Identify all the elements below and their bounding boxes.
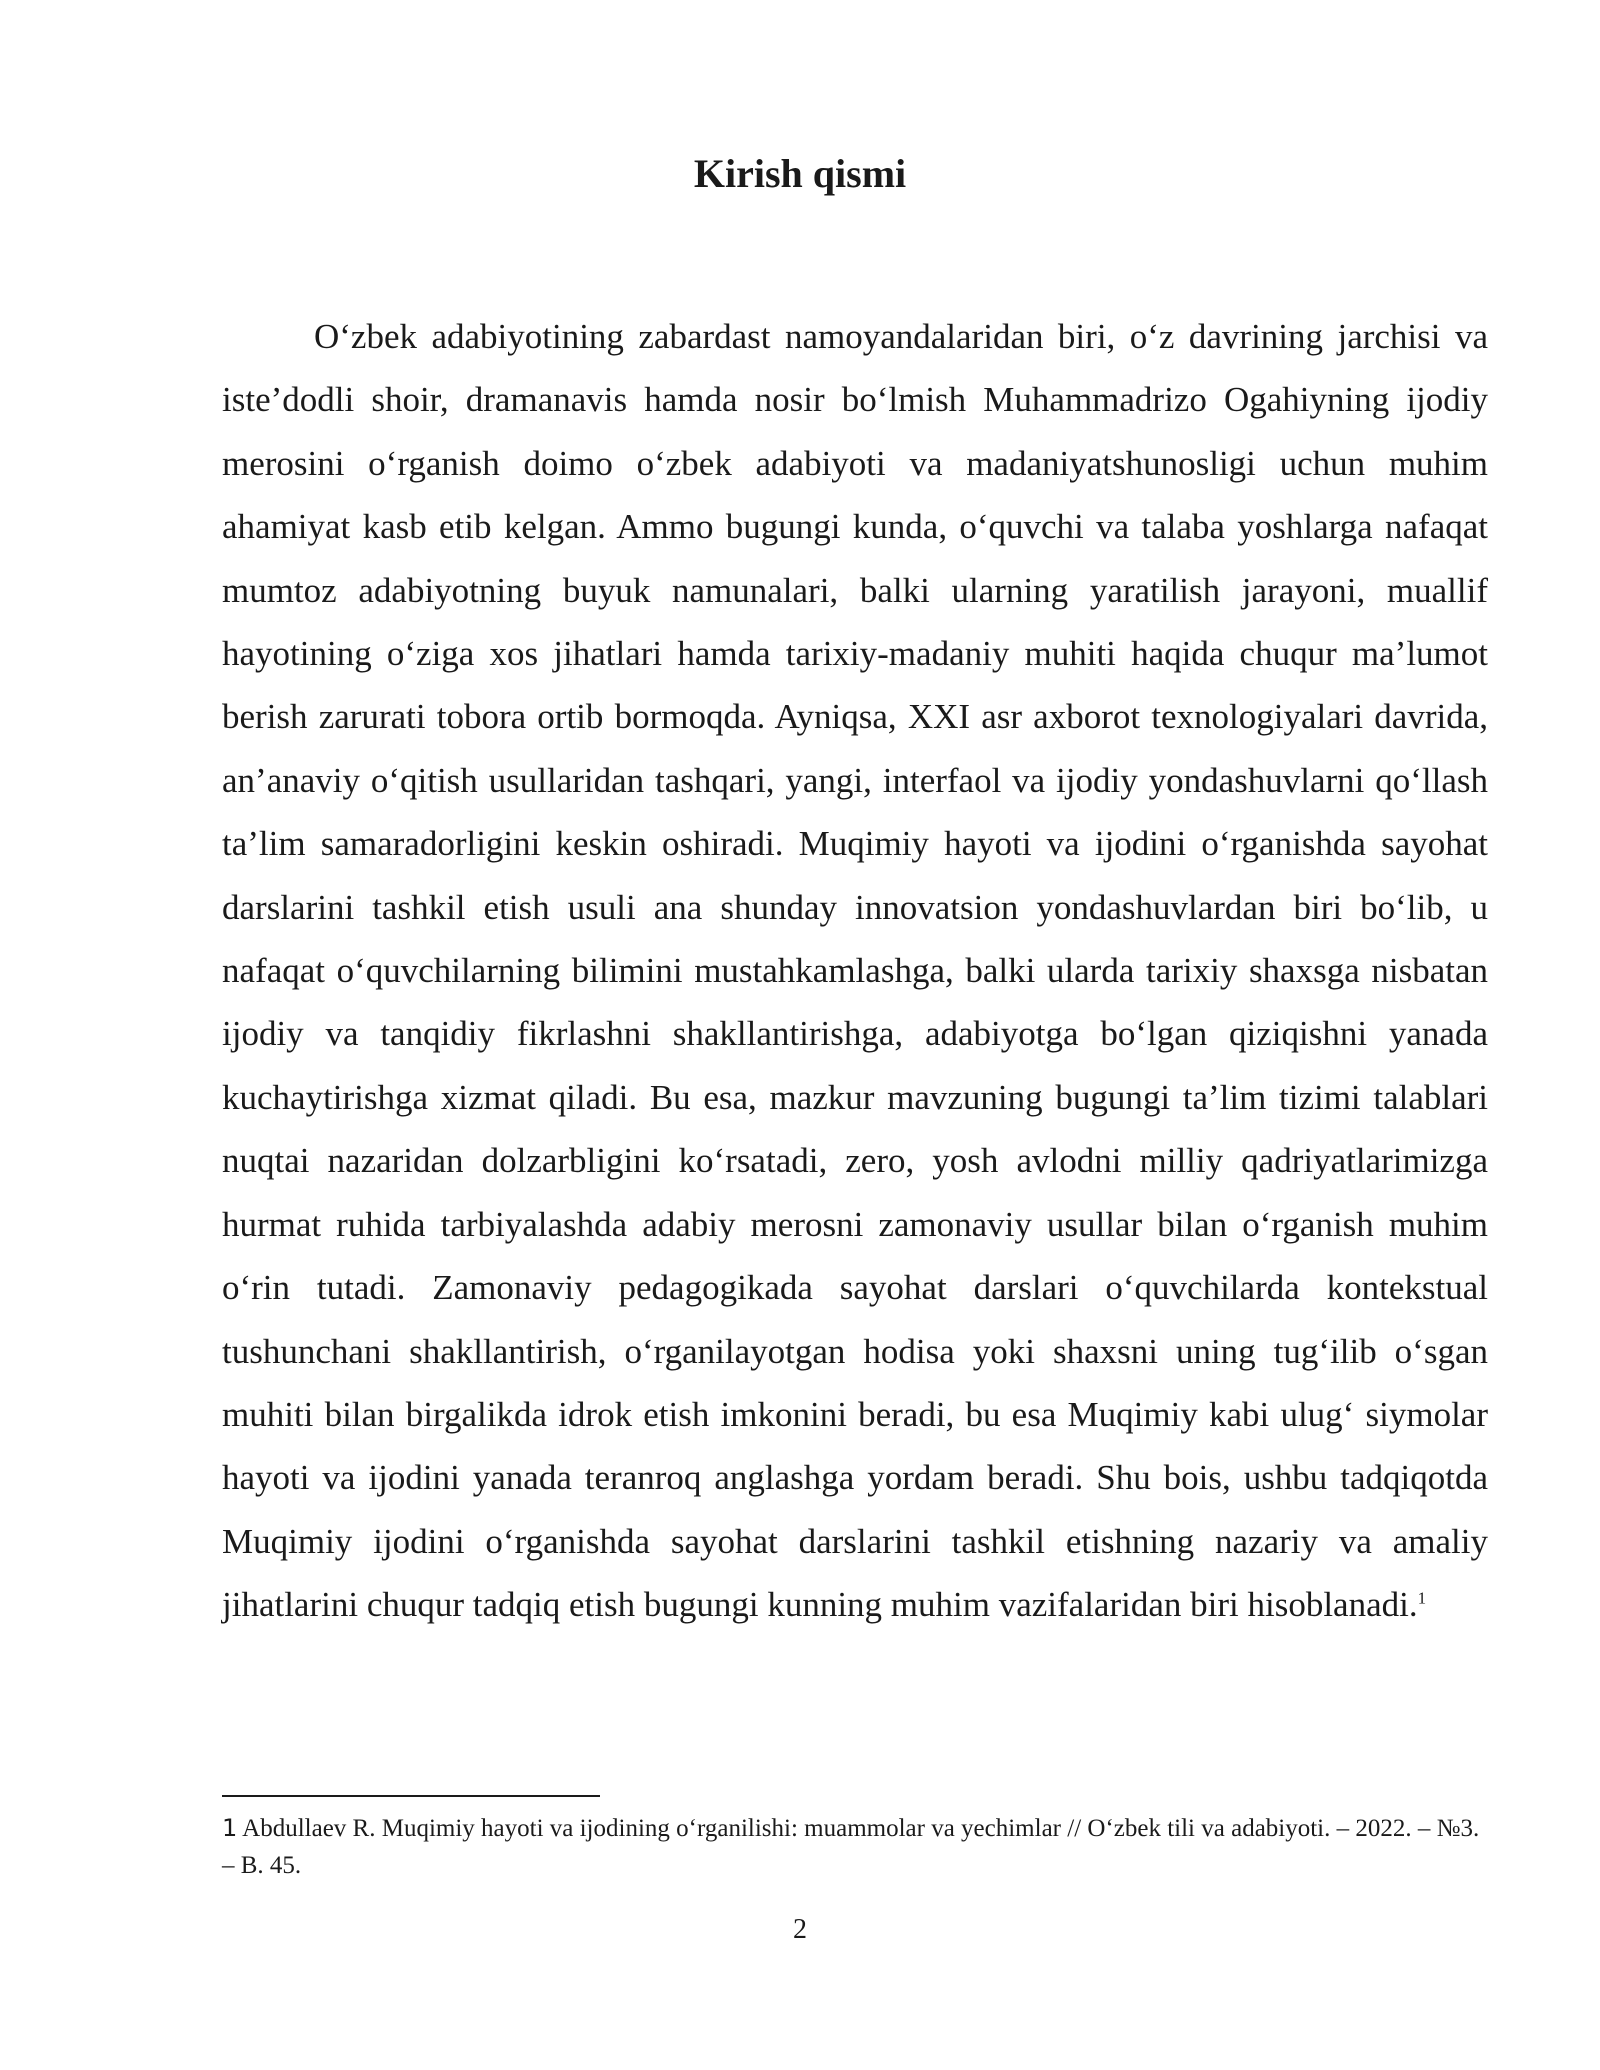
intro-paragraph <box>222 305 1488 1637</box>
footnote-number: 1 <box>222 1814 238 1842</box>
footnote-separator <box>222 1795 600 1797</box>
section-title: Kirish qismi <box>693 151 907 196</box>
footnote-text: Abdullaev R. Muqimiy hayoti va ijodining o‘rganilishi: muammolar va yechimlar // O‘zbek tili va adabiyoti. – 2022. – №3. – B. 45. <box>222 1815 1480 1879</box>
footnote <box>222 1810 1488 1884</box>
footnote-reference[interactable]: 1 <box>1417 1588 1427 1608</box>
page-number: 2 <box>793 1914 807 1945</box>
paragraph-text: O‘zbek adabiyotining zabardast namoyandalaridan biri, o‘z davrining jarchisi va iste’dodli shoir, dramanavis hamda nosir bo‘lmish Muhammadrizo Ogahiyning ijodiy merosini o‘rganish doimo o‘zbek adabiyoti va madaniyatshunosligi uchun muhim ahamiyat kasb etib kelgan. Ammo bugungi kunda, o‘quvchi va talaba yoshlarga nafaqat mumtoz adabiyotning buyuk namunalari, balki ularning yaratilish jarayoni, muallif hayotining o‘ziga xos jihatlari hamda tarixiy-madaniy muhiti haqida chuqur ma’lumot berish zarurati tobora ortib bormoqda. Ayniqsa, XXI asr axborot texnologiyalari davrida, an’anaviy o‘qitish usullaridan tashqari, yangi, interfaol va ijodiy yondashuvlarni qo‘llash ta’lim samaradorligini keskin oshiradi. Muqimiy hayoti va ijodini o‘rganishda sayohat darslarini tashkil etish usuli ana shunday innovatsion yondashuvlardan biri bo‘lib, u nafaqat o‘quvchilarning bilimini mustahkamlashga, balki ularda tarixiy shaxsga nisbatan ijodiy va tanqidiy fikrlashni shakllantirishga, adabiyotga bo‘lgan qiziqishni yanada kuchaytirishga xizmat qiladi. Bu esa, mazkur mavzuning bugungi ta’lim tizimi talablari nuqtai nazaridan dolzarbligini ko‘rsatadi, zero, yosh avlodni milliy qadriyatlarimizga hurmat ruhida tarbiyalashda adabiy merosni zamonaviy usullar bilan o‘rganish muhim o‘rin tutadi. Zamonaviy pedagogikada sayohat darslari o‘quvchilarda kontekstual tushunchani shakllantirish, o‘rganilayotgan hodisa yoki shaxsni uning tug‘ilib o‘sgan muhiti bilan birgalikda idrok etish imkonini beradi, bu esa Muqimiy kabi ulug‘ siymolar hayoti va ijodini yanada teranroq anglashga yordam beradi. Shu bois, ushbu tadqiqotda Muqimiy ijodini o‘rganishda sayohat darslarini tashkil etishning nazariy va amaliy jihatlarini chuqur tadqiq etish bugungi kunning muhim vazifalaridan biri hisoblanadi. <box>222 317 1488 1625</box>
